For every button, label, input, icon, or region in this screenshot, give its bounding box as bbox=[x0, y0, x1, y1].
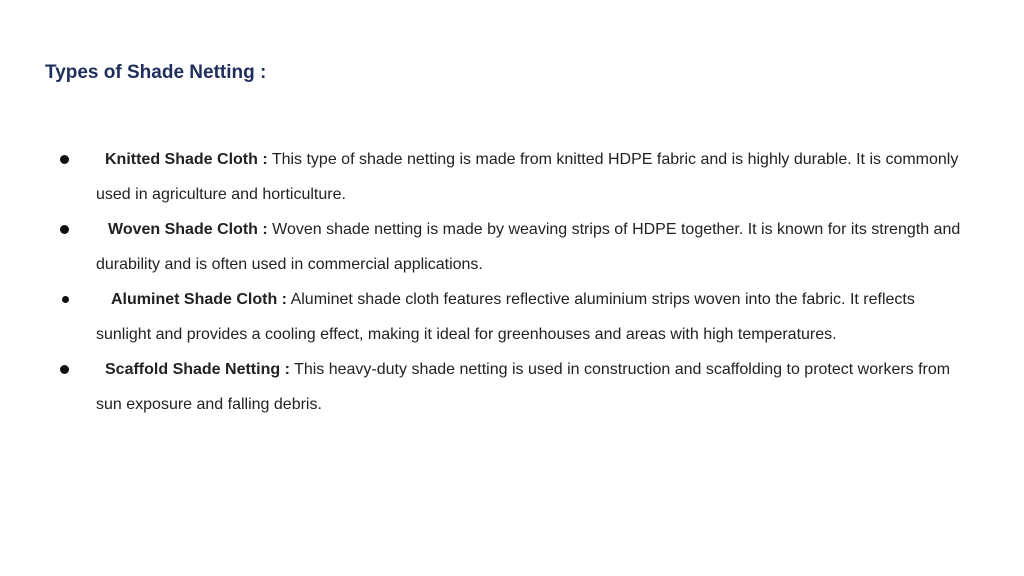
list-item-knitted-shade-cloth bbox=[0, 142, 1024, 212]
item-label: Aluminet Shade Cloth : bbox=[111, 291, 287, 308]
bullet-icon bbox=[60, 365, 69, 374]
bullet-icon bbox=[60, 225, 69, 234]
item-label: Woven Shade Cloth : bbox=[108, 221, 268, 238]
item-description: This type of shade netting is made from knitted HDPE fabric and is highly durable. It is commonly used in agriculture and horticulture. bbox=[96, 151, 959, 203]
item-description: This heavy-duty shade netting is used in construction and scaffolding to protect workers from sun exposure and falling debris. bbox=[96, 361, 951, 413]
list-item-aluminet-shade-cloth bbox=[0, 282, 1024, 352]
bullet-icon bbox=[60, 155, 69, 164]
item-label: Scaffold Shade Netting : bbox=[105, 361, 290, 378]
item-label: Knitted Shade Cloth : bbox=[105, 151, 268, 168]
slide-title: Types of Shade Netting : bbox=[45, 62, 267, 83]
item-description: Woven shade netting is made by weaving strips of HDPE together. It is known for its strength and durability and is often used in commercial applications. bbox=[96, 221, 961, 273]
bullet-icon bbox=[62, 296, 69, 303]
shade-netting-types-list bbox=[0, 142, 1024, 422]
item-description: Aluminet shade cloth features reflective aluminium strips woven into the fabric. It reflects sunlight and provides a cooling effect, making it ideal for greenhouses and areas with high temperatures. bbox=[96, 291, 915, 343]
list-item-scaffold-shade-netting bbox=[0, 352, 1024, 422]
list-item-woven-shade-cloth bbox=[0, 212, 1024, 282]
